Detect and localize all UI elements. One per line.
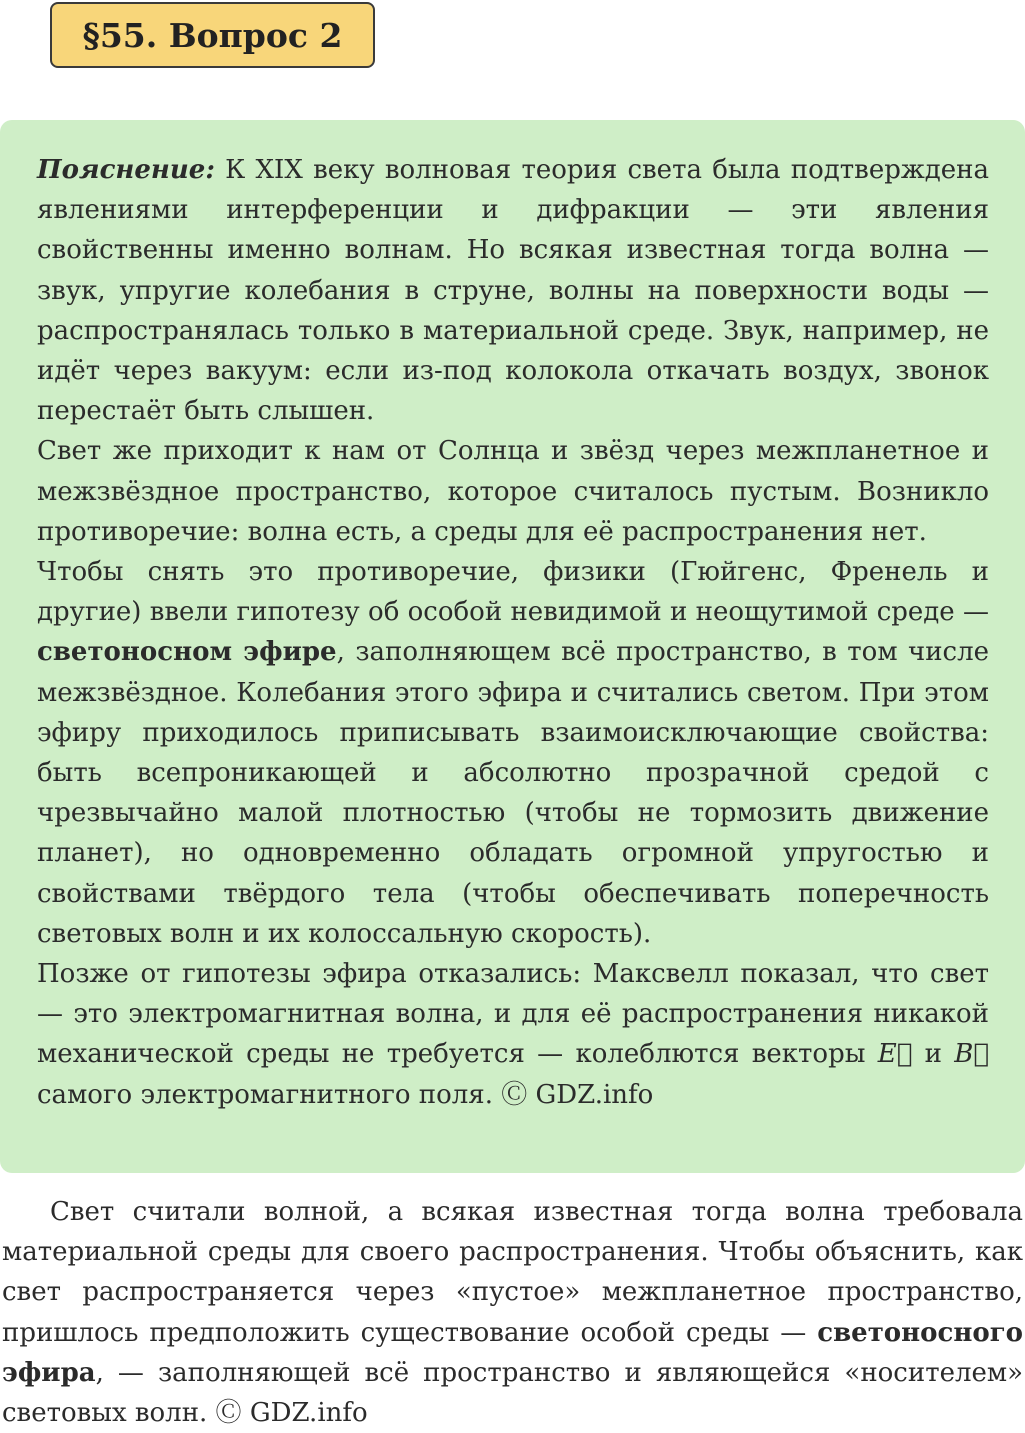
explanation-text-1: К XIX веку волновая теория света была подтверждена явлениями интерференции и дифракции — эти явления свойственны именно волнам. Но всякая известная тогда волна — звук, упругие колебания в струне, волны на поверхности воды — распространялась только в материальной среде. Звук, например, не идёт через вакуум: если из-под колокола откачать воздух, звонок перестаёт быть слышен. [37,155,989,427]
answer-paragraph [2,1192,1023,1433]
answer-text-b: , — заполняющей всё пространство и являющейся «носителем» световых волн. [2,1357,1023,1429]
explanation-paragraph-3 [37,552,989,954]
explanation-text-4c: самого электромагнитного поля. [37,1079,493,1110]
explanation-label: Пояснение: [37,155,215,185]
answer-text-a: Свет считали волной, а всякая известная тогда волна требовала материальной среды для своего распространения. Чтобы объяснить, как свет распространяется через «пустое» межпланетное пространство, пришлось предположить существование особой среды — [2,1197,1023,1348]
explanation-text-4a: Позже от гипотезы эфира отказались: Максвелл показал, что свет — это электромагнитная волна, и для её распространения никакой механической среды не требуется — колеблются векторы [37,959,989,1070]
explanation-text-4b: и [912,1039,955,1070]
vector-b: B⃗ [954,1039,990,1070]
explanation-copyright: Ⓒ GDZ.info [492,1079,654,1110]
explanation-paragraph-1 [37,150,989,431]
answer-copyright: Ⓒ GDZ.info [207,1398,368,1429]
section-title: §55. Вопрос 2 [82,15,343,55]
explanation-box [0,120,1025,1173]
explanation-text-3b: , заполняющем всё пространство, в том числе межзвёздное. Колебания этого эфира и считались светом. При этом эфиру приходилось приписывать взаимоисключающие свойства: быть всепроникающей и абсолютно прозрачной средой с чрезвычайно малой плотностью (чтобы не тормозить движение планет), но одновременно обладать огромной упругостью и свойствами твёрдого тела (чтобы обеспечивать поперечность световых волн и их колоссальную скорость). [37,637,989,949]
vector-e: E⃗ [877,1039,913,1070]
section-title-badge [50,2,375,68]
ether-term: светоносном эфире [37,637,337,668]
explanation-text-3a: Чтобы снять это противоречие, физики (Гюйгенс, Френель и другие) ввели гипотезу об особой невидимой и неощутимой среде — [37,557,989,628]
explanation-paragraph-2: Свет же приходит к нам от Солнца и звёзд через межпланетное и межзвёздное пространство, которое считалось пустым. Возникло противоречие: волна есть, а среды для её распространения нет. [37,436,989,547]
explanation-paragraph-4 [37,954,989,1115]
answer-term: светоносного эфира [2,1317,1023,1388]
